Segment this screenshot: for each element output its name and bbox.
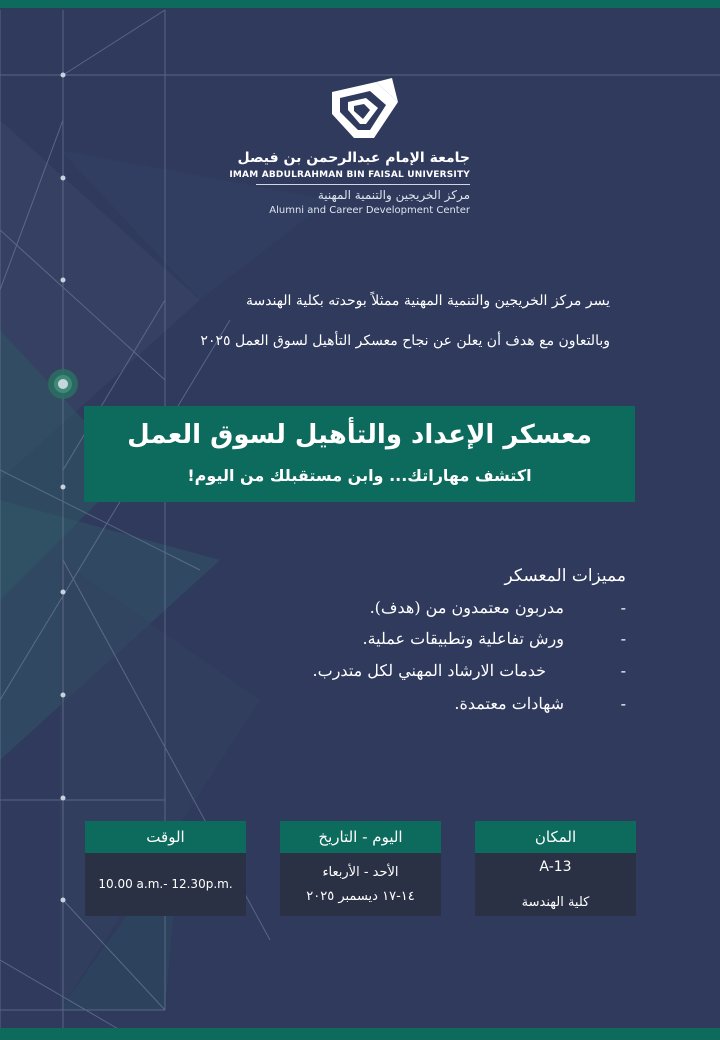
- info-box-date: [280, 821, 441, 916]
- place-body: [475, 853, 636, 916]
- feature-dash: -: [620, 598, 626, 617]
- time-range: 10.00 a.m.- 12.30p.m.: [98, 877, 233, 891]
- feature-dash: -: [620, 694, 626, 713]
- university-name-english: IMAM ABDULRAHMAN BIN FAISAL UNIVERSITY: [229, 170, 470, 180]
- feature-item: [206, 661, 626, 685]
- feature-text: ورش تفاعلية وتطبيقات عملية.: [362, 629, 564, 648]
- logo-divider: [256, 184, 470, 185]
- university-logo: [229, 78, 470, 223]
- feature-dash: -: [620, 661, 626, 680]
- place-label: المكان: [475, 821, 636, 853]
- feature-text: شهادات معتمدة.: [454, 694, 564, 713]
- intro-line-1: يسر مركز الخريجين والتنمية المهنية ممثلاً بوحدته بكلية الهندسة: [245, 293, 610, 309]
- center-name-arabic: مركز الخريجين والتنمية المهنية: [317, 188, 470, 202]
- date-range: ١٤-١٧ ديسمبر ٢٠٢٥: [306, 889, 415, 904]
- banner-subtitle: اكتشف مهاراتك... وابن مستقبلك من اليوم!: [187, 466, 532, 485]
- date-label: اليوم - التاريخ: [280, 821, 441, 853]
- center-name-english: Alumni and Career Development Center: [269, 205, 470, 216]
- banner-title: معسكر الإعداد والتأهيل لسوق العمل: [127, 420, 592, 450]
- time-body: [85, 853, 246, 916]
- date-days: الأحد - الأربعاء: [322, 865, 399, 880]
- feature-text: خدمات الارشاد المهني لكل متدرب.: [312, 661, 546, 680]
- date-body: [280, 853, 441, 916]
- feature-item: [206, 694, 626, 718]
- feature-text: مدربون معتمدون من (هدف).: [369, 598, 564, 617]
- bottom-accent-bar: [0, 1028, 720, 1040]
- feature-item: [206, 598, 626, 622]
- feature-item: [206, 629, 626, 653]
- info-box-time: [85, 821, 246, 916]
- place-building: كلية الهندسة: [521, 895, 590, 910]
- intro-line-2: وبالتعاون مع هدف أن يعلن عن نجاح معسكر التأهيل لسوق العمل ٢٠٢٥: [200, 333, 610, 349]
- university-emblem-icon: [330, 78, 400, 140]
- title-banner: [84, 406, 635, 502]
- place-room: A-13: [539, 859, 572, 875]
- features-title: مميزات المعسكر: [504, 566, 626, 586]
- feature-dash: -: [620, 629, 626, 648]
- info-box-place: [475, 821, 636, 916]
- university-name-arabic: جامعة الإمام عبدالرحمن بن فيصل: [237, 150, 470, 166]
- time-label: الوقت: [85, 821, 246, 853]
